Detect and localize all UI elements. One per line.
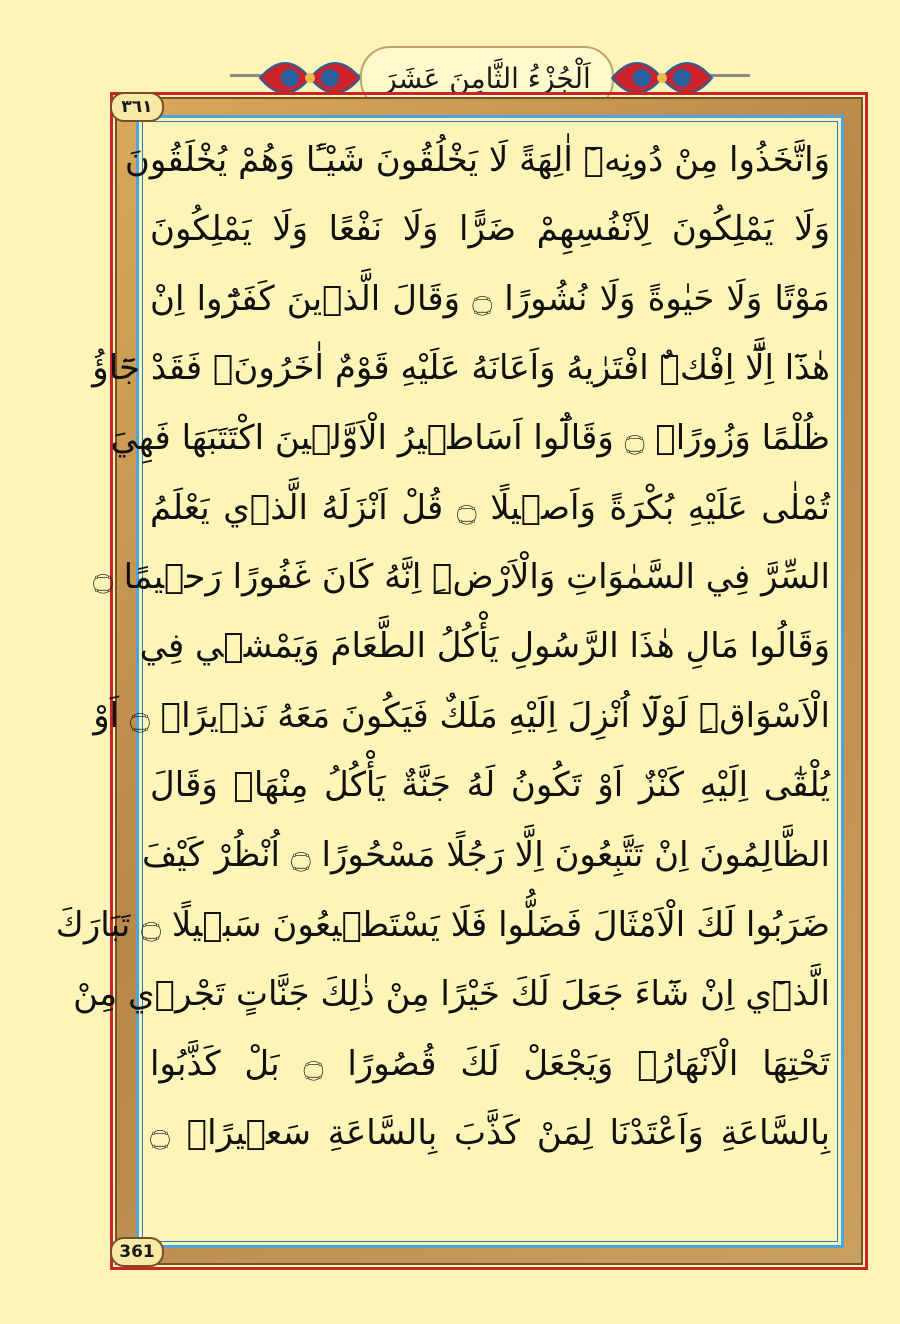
text-line: وَقَالُوا مَالِ هٰذَا الرَّسُولِ يَأْكُلُ الطَّعَامَ وَيَمْش۪ي فِي — [139, 626, 830, 667]
text-line: تَحْتِهَا الْاَنْهَارُۙ وَيَجْعَلْ لَكَ قُصُورًا ۝ بَلْ كَذَّبُوا — [150, 1043, 830, 1084]
text-line: ظُلْمًا وَزُورًاۚ ۝ وَقَالُٓوا اَسَاط۪يرُ الْاَوَّل۪ينَ اكْتَتَبَهَا فَهِيَ — [110, 418, 830, 459]
text-line: السِّرَّ فِي السَّمٰوَاتِ وَالْاَرْضِۜ اِنَّهُ كَانَ غَفُورًا رَح۪يمًا ۝ — [92, 557, 830, 598]
text-line: مَوْتًا وَلَا حَيٰوةً وَلَا نُشُورًا ۝ وَقَالَ الَّذ۪ينَ كَفَرُٓوا اِنْ — [150, 279, 830, 320]
text-line: هٰذَٓا اِلَّٓا اِفْكٌۨ افْتَرٰيهُ وَاَعَانَهُ عَلَيْهِ قَوْمٌ اٰخَرُونَۚ فَقَدْ جَٓاؤُ — [92, 348, 830, 389]
text-line: الظَّالِمُونَ اِنْ تَتَّبِعُونَ اِلَّا رَجُلًا مَسْحُورًا ۝ اُنْظُرْ كَيْفَ — [141, 835, 830, 876]
text-line: تُمْلٰى عَلَيْهِ بُكْرَةً وَاَص۪يلًا ۝ قُلْ اَنْزَلَهُ الَّذ۪ي يَعْلَمُ — [150, 487, 830, 528]
text-line: ضَرَبُوا لَكَ الْاَمْثَالَ فَضَلُّوا فَلَا يَسْتَط۪يعُونَ سَب۪يلًا ۝ تَبَارَكَ — [55, 904, 830, 945]
text-line: الْاَسْوَاقِۜ لَوْلَٓا اُنْزِلَ اِلَيْهِ مَلَكٌ فَيَكُونَ مَعَهُ نَذ۪يرًاۙ ۝ اَوْ — [93, 696, 830, 737]
juz-title: اَلْجُزْءُ الثَّامِنَ عَشَرَ — [360, 46, 614, 110]
text-line: الَّذ۪ٓي اِنْ شَٓاءَ جَعَلَ لَكَ خَيْرًا مِنْ ذٰلِكَ جَنَّاتٍ تَجْر۪ي مِنْ — [73, 973, 830, 1014]
text-line: وَاتَّخَذُوا مِنْ دُونِهٖٓ اٰلِهَةً لَا يَخْلُقُونَ شَيْـًٔا وَهُمْ يُخْلَقُونَ — [124, 139, 830, 180]
text-line: وَلَا يَمْلِكُونَ لِاَنْفُسِهِمْ ضَرًّا وَلَا نَفْعًا وَلَا يَمْلِكُونَ — [150, 209, 830, 250]
quran-text-body — [55, 125, 830, 1240]
page-number: 361 — [110, 1237, 164, 1267]
page-number-arabic: ٣٦١ — [110, 92, 164, 122]
text-line: بِالسَّاعَةِ وَاَعْتَدْنَا لِمَنْ كَذَّبَ بِالسَّاعَةِ سَع۪يرًاۚ ۝ — [150, 1113, 830, 1154]
text-line: يُلْقٰٓى اِلَيْهِ كَنْزٌ اَوْ تَكُونُ لَهُ جَنَّةٌ يَأْكُلُ مِنْهَاۜ وَقَالَ — [150, 765, 830, 806]
